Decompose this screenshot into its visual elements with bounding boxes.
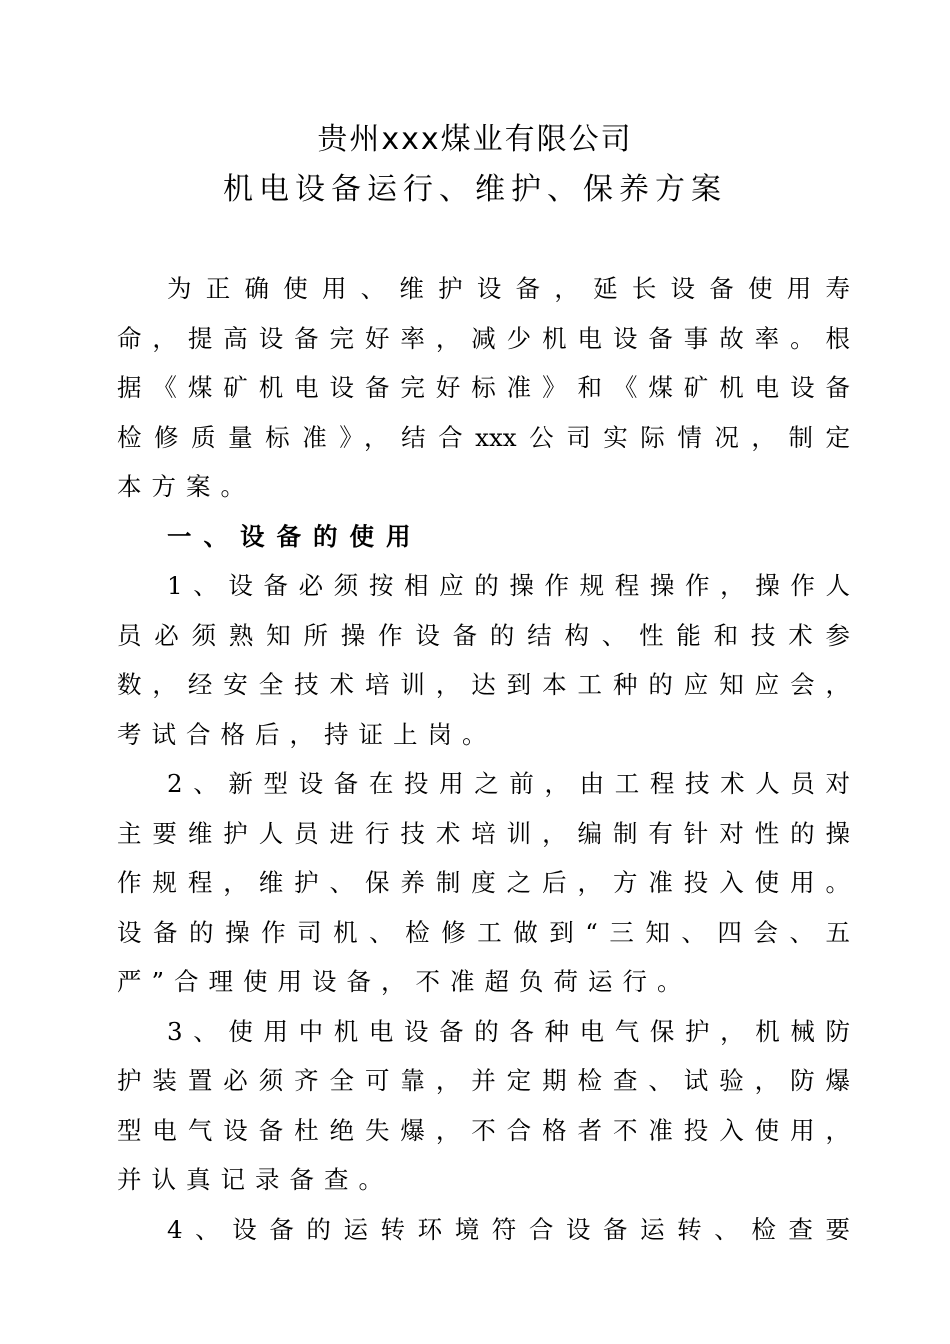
paragraph-line: 3、使用中机电设备的各种电气保护，机械防 bbox=[167, 1016, 850, 1046]
paragraph-line: 严”合理使用设备，不准超负荷运行。 bbox=[117, 967, 692, 996]
paragraph-line: 命，提高设备完好率，减少机电设备事故率。根 bbox=[117, 323, 850, 353]
paragraph-line: 数，经安全技术培训，达到本工种的应知应会， bbox=[117, 670, 850, 699]
document-title-company: 贵州xxx煤业有限公司 bbox=[317, 122, 633, 157]
paragraph-line: 2、新型设备在投用之前，由工程技术人员对 bbox=[167, 769, 850, 798]
paragraph-line: 检修质量标准》，结合xxx公司实际情况，制定 bbox=[117, 422, 850, 452]
paragraph-line: 考试合格后，持证上岗。 bbox=[117, 719, 497, 749]
paragraph-line: 4、设备的运转环境符合设备运转、检查要 bbox=[167, 1214, 850, 1244]
paragraph-line: 据《煤矿机电设备完好标准》和《煤矿机电设备 bbox=[117, 373, 850, 402]
paragraph-line: 并认真记录备查。 bbox=[117, 1165, 393, 1194]
paragraph-line: 护装置必须齐全可靠，并定期检查、试验，防爆 bbox=[117, 1066, 850, 1095]
paragraph-line: 为正确使用、维护设备，延长设备使用寿 bbox=[167, 274, 850, 303]
paragraph-line: 员必须熟知所操作设备的结构、性能和技术参 bbox=[117, 620, 850, 650]
paragraph-line: 型电气设备杜绝失爆，不合格者不准投入使用， bbox=[117, 1115, 850, 1145]
section-heading: 一、设备的使用 bbox=[167, 521, 423, 551]
paragraph-line: 1、设备必须按相应的操作规程操作，操作人 bbox=[167, 571, 850, 600]
paragraph-line: 主要维护人员进行技术培训，编制有针对性的操 bbox=[117, 818, 850, 848]
paragraph-line: 设备的操作司机、检修工做到“三知、四会、五 bbox=[117, 917, 850, 947]
document-title-plan: 机电设备运行、维护、保养方案 bbox=[223, 172, 727, 207]
paragraph-line: 本方案。 bbox=[117, 472, 255, 501]
paragraph-line: 作规程，维护、保养制度之后，方准投入使用。 bbox=[117, 868, 850, 897]
